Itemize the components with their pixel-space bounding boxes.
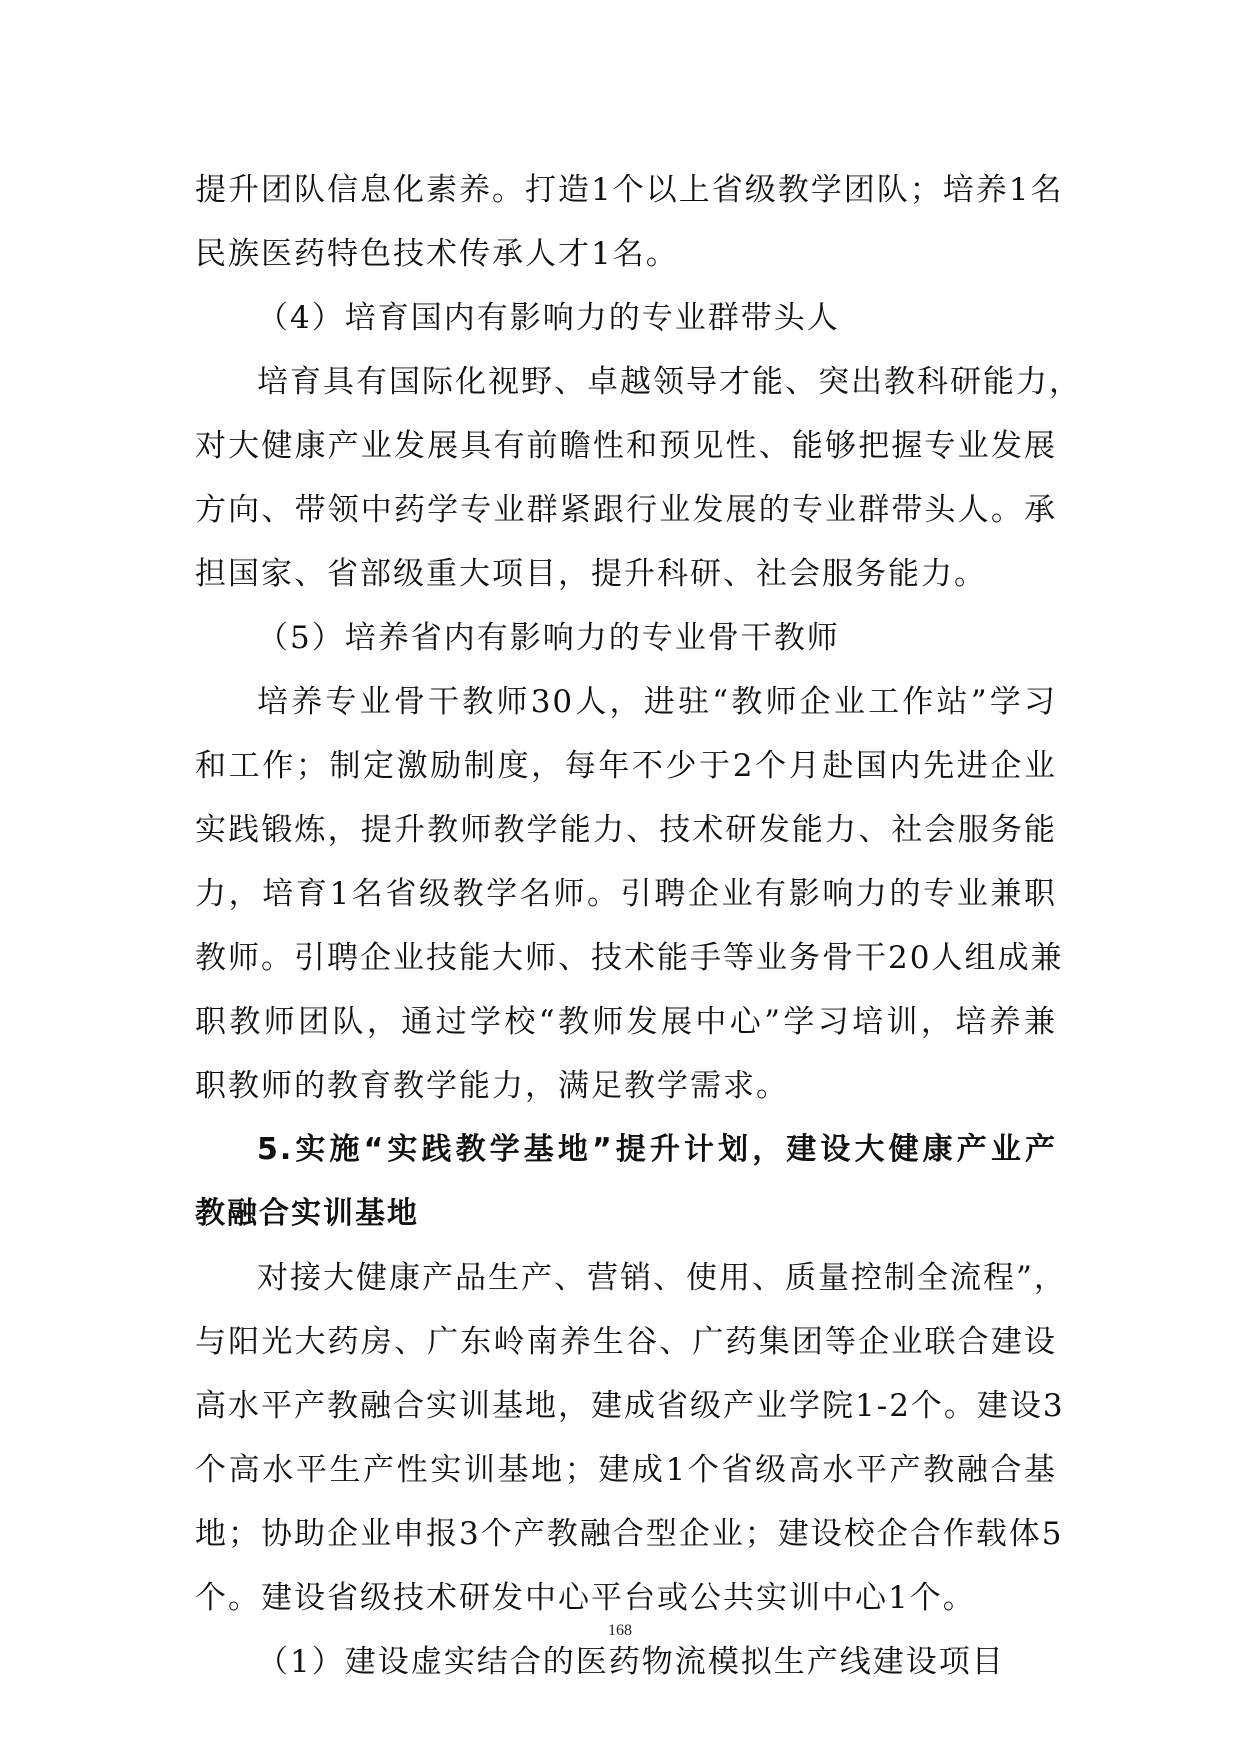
paragraph-line: 对接大健康产品生产、营销、使用、质量控制全流程”，: [257, 1260, 1067, 1296]
paragraph-line: 民族医药特色技术传承人才1名。: [195, 236, 679, 272]
section-heading: 5.实施“实践教学基地”提升计划，建设大健康产业产: [257, 1132, 1057, 1167]
paragraph-line: 地；协助企业申报3个产教融合型企业；建设校企合作载体5: [195, 1516, 1064, 1552]
paragraph-line: 培育具有国际化视野、卓越领导才能、突出教科研能力，: [257, 364, 1082, 400]
paragraph-line: 担国家、省部级重大项目，提升科研、社会服务能力。: [195, 556, 987, 592]
paragraph-line: 个高水平生产性实训基地；建成1个省级高水平产教融合基: [195, 1452, 1057, 1488]
section-heading: 教融合实训基地: [195, 1196, 419, 1231]
body-text: [195, 158, 1082, 1694]
paragraph-line: 实践锻炼，提升教师教学能力、技术研发能力、社会服务能: [195, 812, 1057, 848]
subsection-heading: （5）培养省内有影响力的专业骨干教师: [257, 620, 840, 656]
paragraph-line: 力，培育1名省级教学名师。引聘企业有影响力的专业兼职: [195, 876, 1057, 912]
paragraph-line: 职教师团队，通过学校“教师发展中心”学习培训，培养兼: [195, 1004, 1057, 1040]
paragraph-line: 个。建设省级技术研发中心平台或公共实训中心1个。: [195, 1580, 976, 1616]
paragraph-line: 对大健康产业发展具有前瞻性和预见性、能够把握专业发展: [195, 428, 1057, 464]
paragraph-line: 方向、带领中药学专业群紧跟行业发展的专业群带头人。承: [195, 492, 1057, 528]
subsection-heading: （1）建设虚实结合的医药物流模拟生产线建设项目: [257, 1644, 1005, 1680]
paragraph-line: 高水平产教融合实训基地，建成省级产业学院1-2个。建设3: [195, 1388, 1065, 1424]
paragraph-line: 教师。引聘企业技能大师、技术能手等业务骨干20人组成兼: [195, 940, 1064, 976]
paragraph-line: 提升团队信息化素养。打造1个以上省级教学团队；培养1名: [195, 172, 1064, 208]
page-number: 168: [608, 1622, 632, 1639]
paragraph-line: 职教师的教育教学能力，满足教学需求。: [195, 1068, 789, 1104]
subsection-heading: （4）培育国内有影响力的专业群带头人: [257, 300, 840, 336]
paragraph-line: 培养专业骨干教师30人，进驻“教师企业工作站”学习: [257, 684, 1057, 720]
paragraph-line: 与阳光大药房、广东岭南养生谷、广药集团等企业联合建设: [195, 1324, 1057, 1360]
paragraph-line: 和工作；制定激励制度，每年不少于2个月赴国内先进企业: [195, 748, 1057, 784]
